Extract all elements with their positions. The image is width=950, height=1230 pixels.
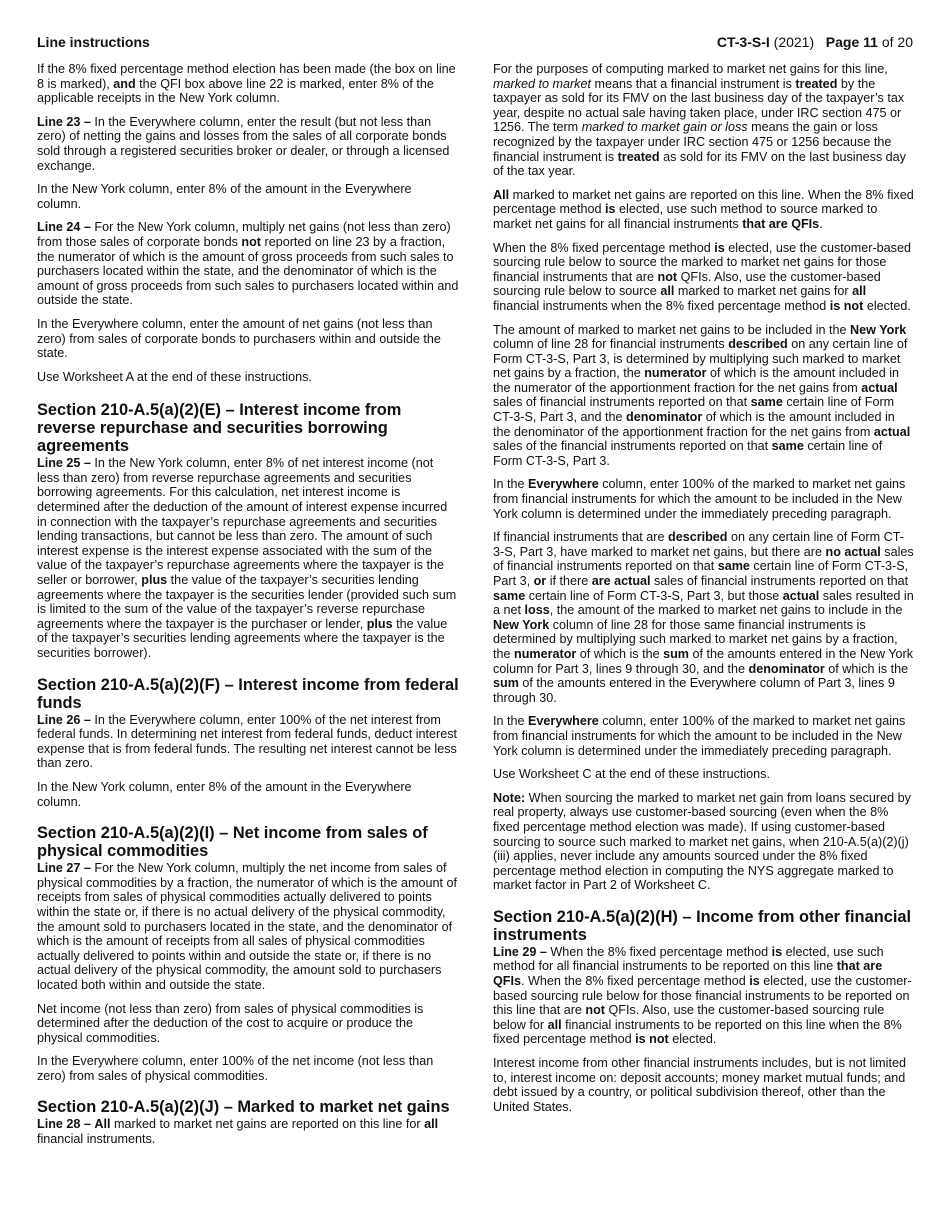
paragraph-all-mtm: All marked to market net gains are reported on this line. When the 8% fixed percentage method is elected, use such method to source marked to market net gains for all financial instruments that are QFIs. [493,187,914,231]
heading-section-e: Section 210-A.5(a)(2)(E) – Interest income from reverse repurchase and securities borrowing agreements [37,401,402,456]
page-word: Page [825,34,860,50]
heading-section-i: Section 210-A.5(a)(2)(I) – Net income from sales of physical commodities [37,824,428,861]
heading-section-f: Section 210-A.5(a)(2)(F) – Interest income from federal funds [37,675,459,712]
paragraph-everywhere-1: In the Everywhere column, enter 100% of the marked to market net gains from financial instruments for which the amount to be included in the New York column is determined under the immediately preceding paragraph. [493,477,906,521]
form-number: CT-3-S-I [716,34,770,50]
page-total: of 20 [881,34,913,50]
paragraph-line-25: Line 25 – In the New York column, enter 8% of net interest income (not less than zero) from reverse repurchase agreements and securities borrowing agreements. For this calculation, net interest income is determined after the deduction of the amount of interest expense incurred in connection with the taxpayer’s repurchase agreements and securities lending transactions, but cannot be less than zero. The amount of such interest expense is the interest expense associated with the sum of the value of the taxpayer’s repurchase agreements where the taxpayer is the seller or borrower, plus the value of the taxpayer’s securities lending agreements where the taxpayer is the securities lender (provided such sum is limited to the sum of the value of the taxpayer’s reverse repurchase agreements where the taxpayer is the purchaser or lender, plus the value of the taxpayer’s securities lending agreements where the taxpayer is the securities borrower). [37,456,457,660]
tax-year: (2021) [773,34,815,50]
paragraph-when-8-percent: When the 8% fixed percentage method is elected, use the customer-based sourcing rule below to source the marked to market net gains for those financial instruments that are not QFIs. Also, use the customer-based sourcing rule below to source all marked to market net gains for all financial instruments when the 8% fixed percentage method is not elected. [493,240,911,313]
paragraph-line-27: Line 27 – For the New York column, multiply the net income from sales of physical commodities by a fraction, the numerator of which is the amount of receipts from sales of physical commodities actually delivered to points within the state or, if there is no actual delivery of the physical commodity, the amount sold to purchasers located in the state, and the denominator of which is the amount of receipts from all sales of physical commodities actually delivered to points within and outside the state or, if there is no actual delivery of the physical commodity, the amount sold to purchasers located both within and outside the state. [37,861,457,992]
page-header [37,34,913,52]
paragraph-line-29: Line 29 – When the 8% fixed percentage method is elected, use such method for all financial instruments to be reported on this line that are QFIs. When the 8% fixed percentage method is elected, use the customer-based sourcing rule below for those financial instruments to be reported on this line that are not QFIs. Also, use the customer-based sourcing rule below for all financial instruments to be reported on this line when the 8% fixed percentage method is not elected. [493,944,912,1047]
paragraph-line-23: Line 23 – In the Everywhere column, enter the result (but not less than zero) of netting the gains and losses from the sales of all corporate bonds sold through a registered securities broker or dealer, or through a licensed exchange. [37,114,450,173]
right-column [493,62,915,1123]
paragraph-interest-income: Interest income from other financial instruments includes, but is not limited to, interest income on: deposit accounts; money market mutual funds; and debt issued by a country, or political subdivision thereof, other than the United States. [493,1056,906,1114]
paragraph-everywhere-2: In the Everywhere column, enter 100% of the marked to market net gains from financial instruments for which the amount to be included in the New York column is determined under the immediately preceding paragraph. [493,714,906,758]
paragraph-intro: If the 8% fixed percentage method election has been made (the box on line 8 is marked), and the QFI box above line 22 is marked, enter 8% of the applicable receipts in the New York column. [37,62,456,106]
paragraph-line-24-everywhere: In the Everywhere column, enter the amount of net gains (not less than zero) from sales of corporate bonds to purchasers within and outside the state. [37,316,441,361]
paragraph-line-27-net-income: Net income (not less than zero) from sales of physical commodities is determined after the deduction of the cost to acquire or produce the physical commodities. [37,1001,424,1045]
paragraph-line-24: Line 24 – For the New York column, multiply net gains (not less than zero) from those sales of corporate bonds not reported on line 23 by a fraction, the numerator of which is the amount of gross proceeds from such sales to purchasers located within the state, and the denominator of which is the amount of gross proceeds from such sales to purchasers located within and outside the state. [37,220,459,308]
left-column [37,62,459,1156]
paragraph-line-28: Line 28 – All marked to market net gains are reported on this line for all financial instruments. [37,1117,439,1147]
paragraph-amount-ny: The amount of marked to market net gains to be included in the New York column of line 28 for financial instruments described on any certain line of Form CT-3-S, Part 3, is determined by multiplying such marked to market net gains by a fraction, the numerator of which is the amount included in the numerator of the apportionment fraction for the net gains from actual sales of financial instruments reported on that same certain line of Form CT-3-S, Part 3, and the denominator of which is the amount included in the denominator of the apportionment fraction for the net gains from actual sales of the financial instruments reported on that same certain line of Form CT-3-S, Part 3. [493,322,911,468]
paragraph-note: Note: When sourcing the marked to market net gain from loans secured by real property, always use customer-based sourcing (even when the 8% fixed percentage method election was made). If using customer-based sourcing to source such marked to market net gains, when 210-A.5(a)(2)(j)(iii) applies, never include any amounts sourced under the 8% fixed percentage method election in computing the NYS aggregate marked to market factor in Part 2 of Worksheet C. [493,790,911,893]
heading-section-j: Section 210-A.5(a)(2)(J) – Marked to market net gains [37,1098,450,1117]
paragraph-worksheet-c: Use Worksheet C at the end of these instructions. [493,767,770,782]
paragraph-worksheet-a: Use Worksheet A at the end of these instructions. [37,369,312,384]
section-label: Line instructions [37,34,150,50]
form-page-info [717,34,913,50]
paragraph-if-financial-instruments: If financial instruments that are described on any certain line of Form CT-3-S, Part 3, have marked to market net gains, but there are no actual sales of financial instruments reported on that same certain line of Form CT-3-S, Part 3, or if there are actual sales of financial instruments reported on that same certain line of Form CT-3-S, Part 3, but those actual sales resulted in a net loss, the amount of the marked to market net gains to include in the New York column of line 28 for those same financial instruments is determined by multiplying such marked to market net gains by a fraction, the numerator of which is the sum of the amounts entered in the New York column for Part 3, lines 9 through 30, and the denominator of which is the sum of the amounts entered in the Everywhere column of Part 3, lines 9 through 30. [493,530,914,705]
paragraph-line-26-ny: In the New York column, enter 8% of the amount in the Everywhere column. [37,779,412,809]
page-number: 11 [863,34,878,50]
paragraph-line-26: Line 26 – In the Everywhere column, enter 100% of the net interest from federal funds. In determining net interest from federal funds, deduct interest expense that is from federal funds. The resulting net interest cannot be less than zero. [37,712,458,771]
paragraph-line-23-ny: In the New York column, enter 8% of the amount in the Everywhere column. [37,182,412,211]
paragraph-line-27-everywhere: In the Everywhere column, enter 100% of the net income (not less than zero) from sales of physical commodities. [37,1054,434,1083]
heading-section-h: Section 210-A.5(a)(2)(H) – Income from other financial instruments [493,907,912,944]
paragraph-marked-to-market-definition: For the purposes of computing marked to market net gains for this line, marked to market means that a financial instrument is treated by the taxpayer as sold for its FMV on the last business day of the taxpayer’s tax year, despite no actual sale having taken place, under IRC section 475 or 1256. The term marked to market gain or loss means the gain or loss recognized by the taxpayer under IRC section 475 or 1256 because the financial instrument is treated as sold for its FMV on the last business day of the tax year. [493,62,906,179]
